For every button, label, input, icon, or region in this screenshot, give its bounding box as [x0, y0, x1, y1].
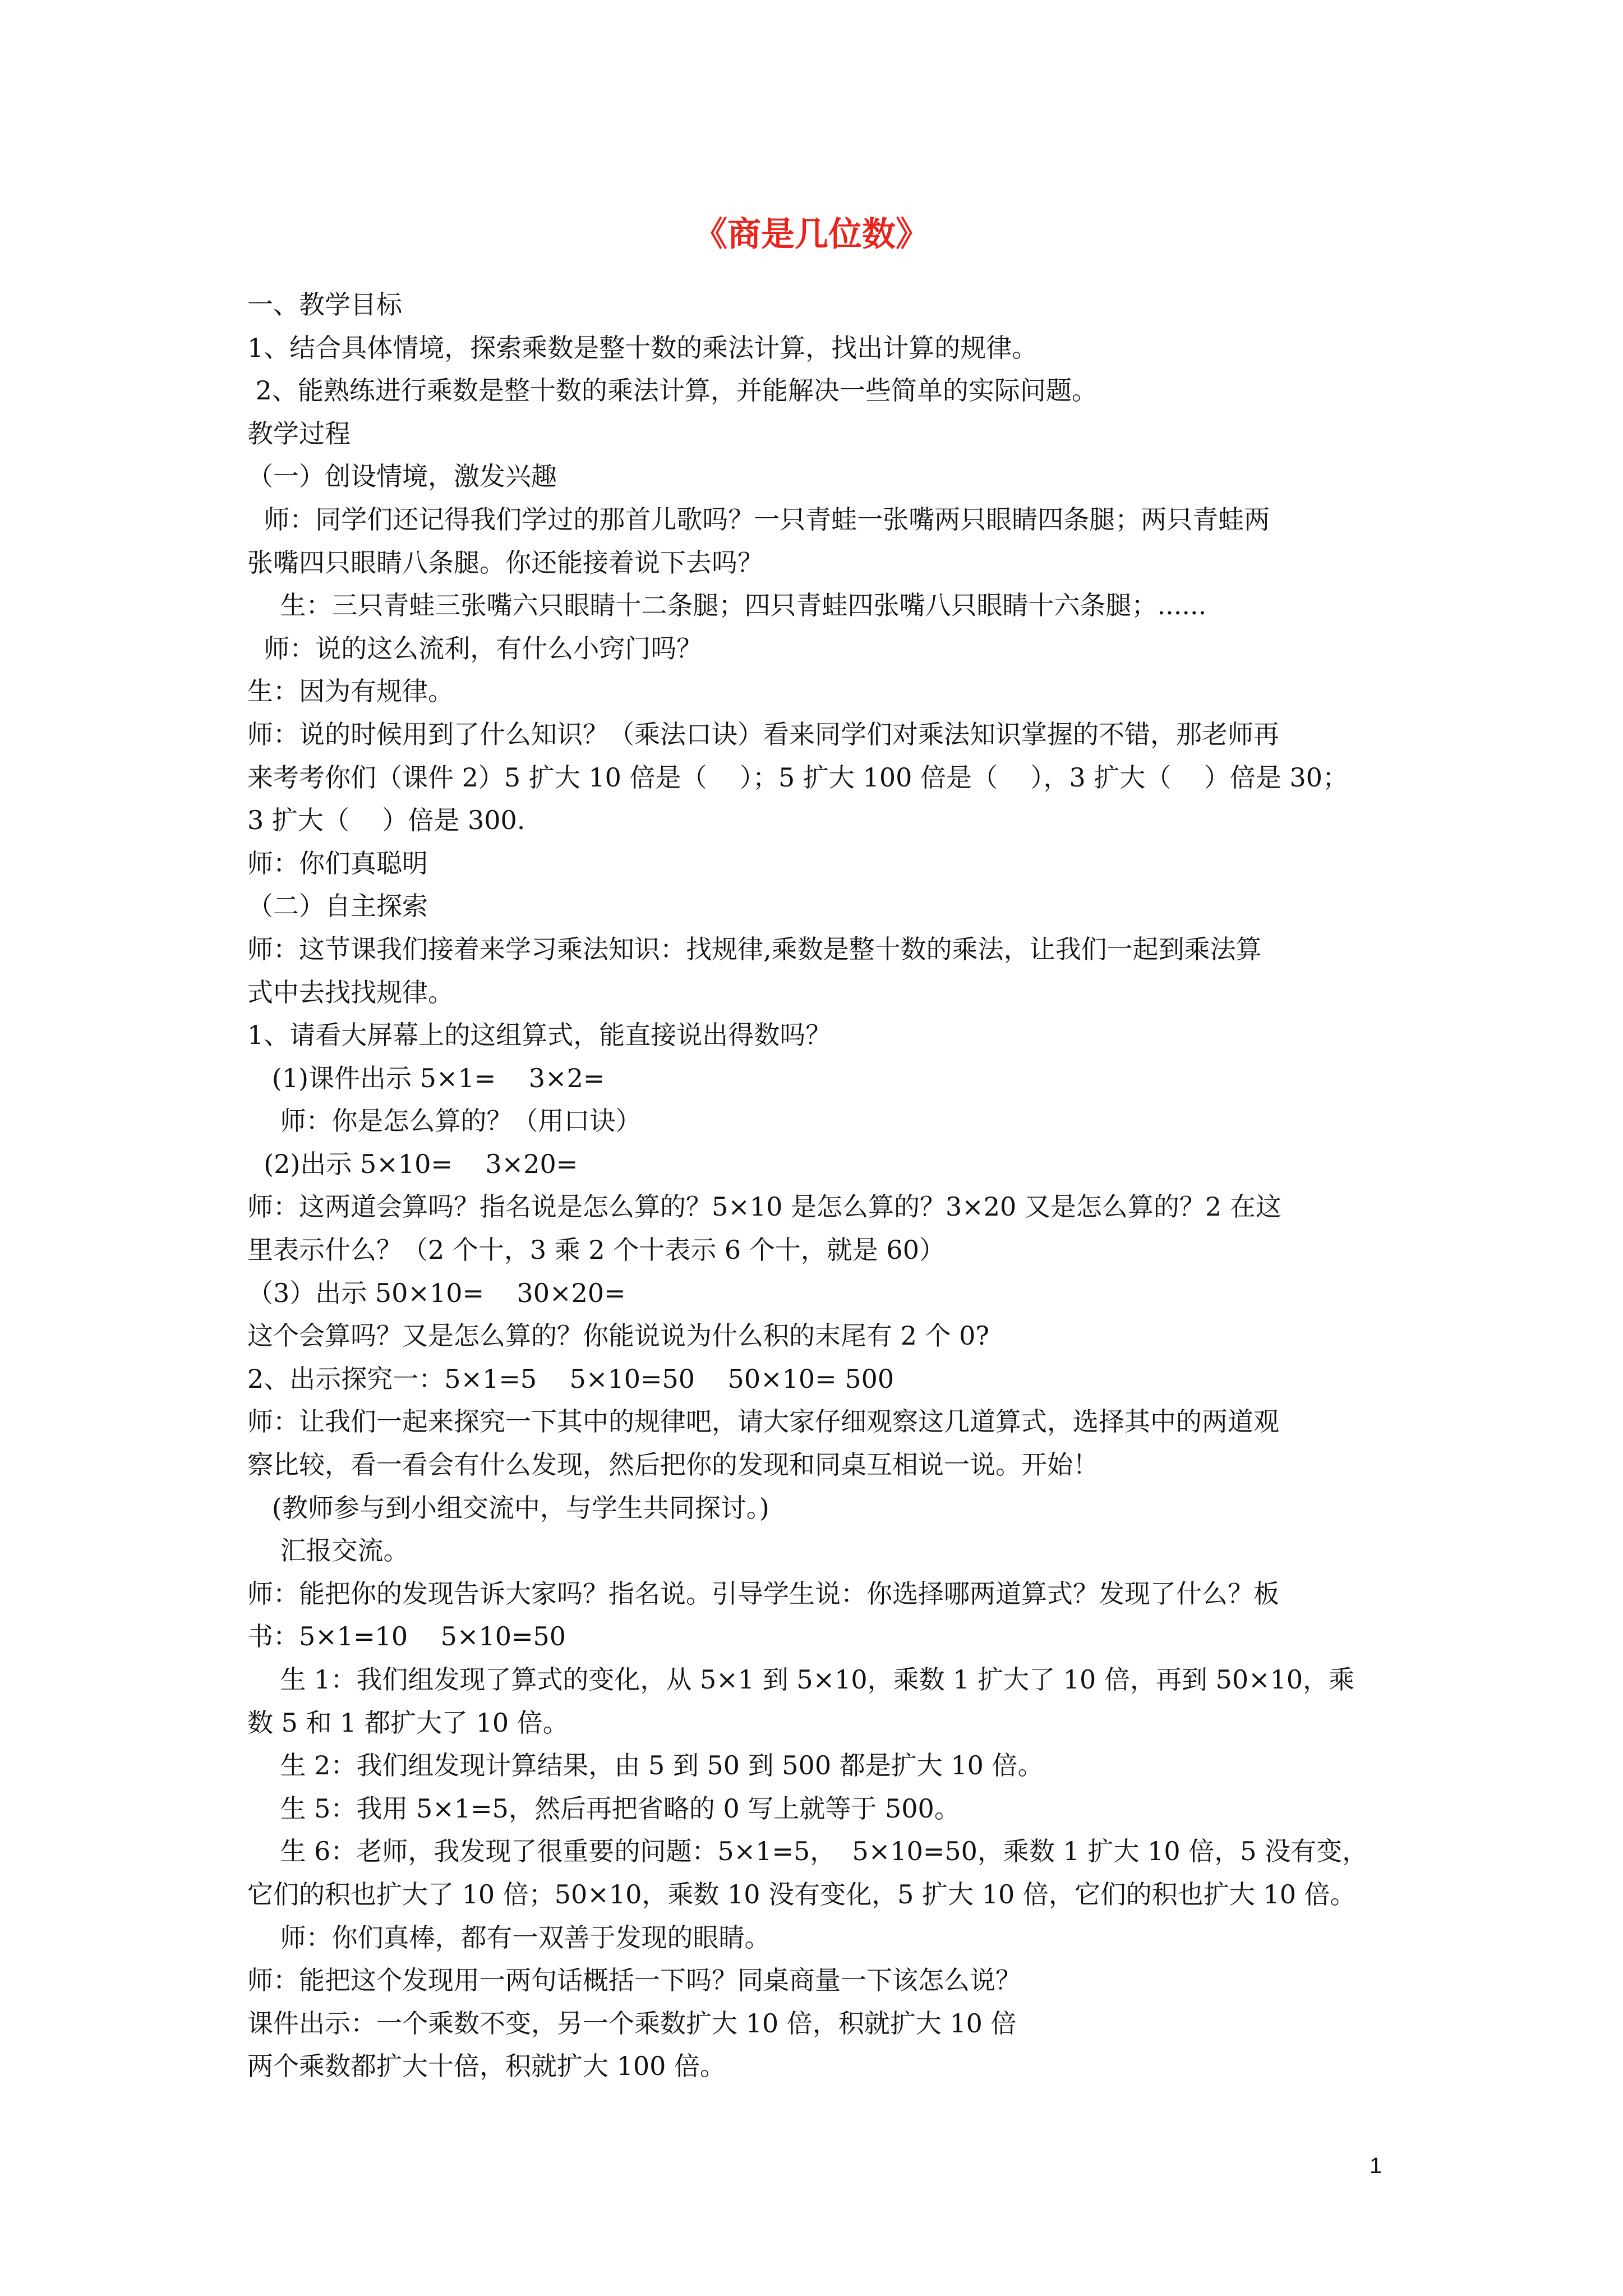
body-line: 师：这两道会算吗？指名说是怎么算的？5×10 是怎么算的？3×20 又是怎么算的？2 在这: [247, 1191, 1281, 1222]
body-line: 教学过程: [247, 418, 351, 449]
body-line: 生：因为有规律。: [247, 676, 454, 707]
body-line: 生 1：我们组发现了算式的变化，从 5×1 到 5×10，乘数 1 扩大了 10 倍，再到 50×10，乘: [247, 1664, 1355, 1695]
body-line: (2)出示 5×10= 3×20=: [247, 1148, 578, 1179]
body-line: 里表示什么？（2 个十，3 乘 2 个十表示 6 个十，就是 60）: [247, 1235, 945, 1266]
body-line: 师：说的这么流利，有什么小窍门吗？: [247, 633, 703, 664]
body-line: (教师参与到小组交流中，与学生共同探讨。): [247, 1492, 769, 1523]
body-line: 2、能熟练进行乘数是整十数的乘法计算，并能解决一些简单的实际问题。: [247, 375, 1098, 406]
body-line: (1)课件出示 5×1= 3×2=: [247, 1062, 605, 1093]
document-body: [247, 283, 1391, 2088]
body-line: 书：5×1=10 5×10=50: [247, 1621, 566, 1652]
body-line: 1、请看大屏幕上的这组算式，能直接说出得数吗？: [247, 1020, 832, 1051]
body-line: 生 2：我们组发现计算结果，由 5 到 50 到 500 都是扩大 10 倍。: [247, 1750, 1044, 1781]
body-line: 式中去找找规律。: [247, 977, 454, 1007]
body-line: 师：让我们一起来探究一下其中的规律吧，请大家仔细观察这几道算式，选择其中的两道观: [247, 1406, 1279, 1437]
body-line: 这个会算吗？又是怎么算的？你能说说为什么积的末尾有 2 个 0?: [247, 1320, 990, 1351]
body-line: 1、结合具体情境，探索乘数是整十数的乘法计算，找出计算的规律。: [247, 332, 1038, 363]
body-line: （二）自主探索: [247, 891, 428, 922]
body-line: 3 扩大（ ）倍是 300.: [247, 805, 525, 836]
body-line: 师：你们真聪明: [247, 848, 428, 878]
body-line: 生 5：我用 5×1=5，然后再把省略的 0 写上就等于 500。: [247, 1793, 960, 1824]
body-line: 课件出示：一个乘数不变，另一个乘数扩大 10 倍，积就扩大 10 倍: [247, 2008, 1017, 2039]
body-line: 张嘴四只眼睛八条腿。你还能接着说下去吗？: [247, 547, 763, 578]
body-line: 两个乘数都扩大十倍，积就扩大 100 倍。: [247, 2051, 726, 2082]
body-line: 师：能把你的发现告诉大家吗？指名说。引导学生说：你选择哪两道算式？发现了什么？板: [247, 1578, 1279, 1609]
body-line: 一、教学目标: [247, 289, 402, 320]
body-line: 师：能把这个发现用一两句话概括一下吗？同桌商量一下该怎么说？: [247, 1965, 1021, 1996]
body-line: 生 6：老师，我发现了很重要的问题：5×1=5， 5×10=50，乘数 1 扩大 10 倍，5 没有变，: [247, 1836, 1368, 1867]
body-line: 2、出示探究一：5×1=5 5×10=50 50×10= 500: [247, 1363, 895, 1394]
body-line: 师：你是怎么算的？（用口诀）: [247, 1106, 642, 1137]
body-line: 生：三只青蛙三张嘴六只眼睛十二条腿；四只青蛙四张嘴八只眼睛十六条腿；......: [247, 590, 1207, 621]
body-line: 数 5 和 1 都扩大了 10 倍。: [247, 1707, 569, 1738]
body-line: 察比较，看一看会有什么发现，然后把你的发现和同桌互相说一说。开始！: [247, 1450, 1099, 1480]
body-line: 师：同学们还记得我们学过的那首儿歌吗？一只青蛙一张嘴两只眼睛四条腿；两只青蛙两: [247, 504, 1270, 535]
body-line: 师：你们真棒，都有一双善于发现的眼睛。: [247, 1922, 771, 1953]
body-line: 师：这节课我们接着来学习乘法知识：找规律,乘数是整十数的乘法，让我们一起到乘法算: [247, 933, 1262, 964]
page-number: 1: [1370, 2154, 1382, 2178]
body-line: （3）出示 50×10= 30×20=: [247, 1277, 626, 1308]
body-line: 师：说的时候用到了什么知识？（乘法口诀）看来同学们对乘法知识掌握的不错，那老师再: [247, 719, 1279, 749]
document-title: 《商是几位数》: [694, 215, 929, 254]
body-line: 它们的积也扩大了 10 倍；50×10，乘数 10 没有变化，5 扩大 10 倍，它们的积也扩大 10 倍。: [247, 1879, 1356, 1910]
body-line: 汇报交流。: [247, 1535, 409, 1566]
body-line: 来考考你们（课件 2）5 扩大 10 倍是（ ）；5 扩大 100 倍是（ ），3 扩大（ ）倍是 30；: [247, 762, 1348, 793]
body-line: （一）创设情境，激发兴趣: [247, 461, 557, 492]
